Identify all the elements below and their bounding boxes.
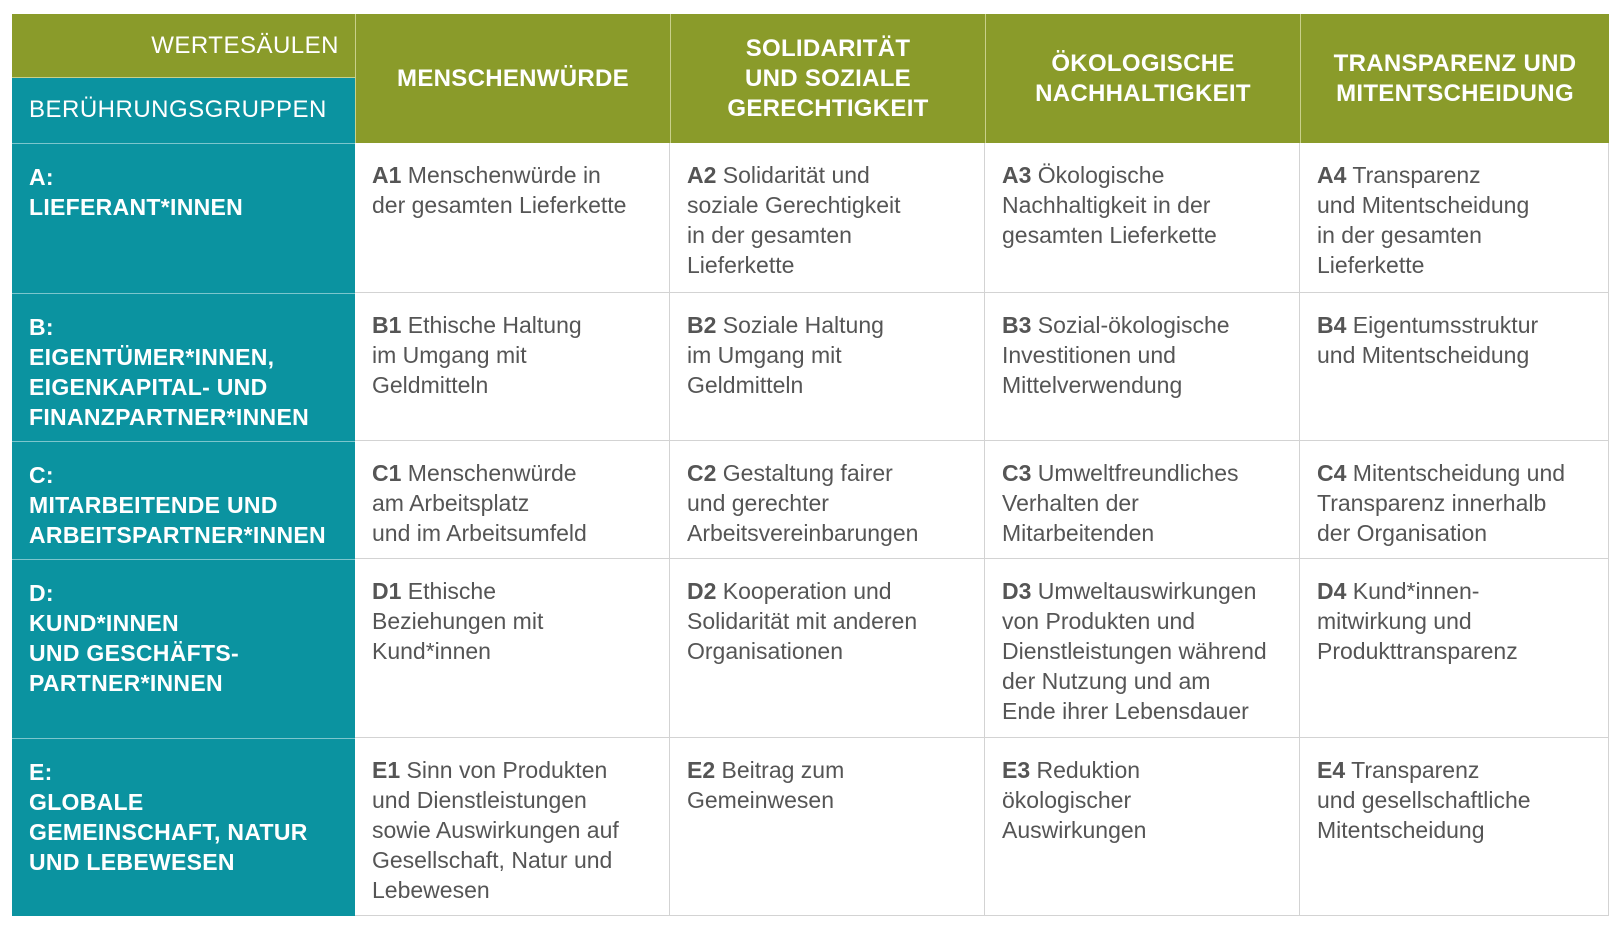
cell-text: Ökologische Nachhaltigkeit in der gesamten Lieferkette [1002,162,1217,248]
column-header-menschenwuerde [355,14,670,143]
matrix-cell-b3 [985,293,1300,441]
cell-code: D3 [1002,578,1032,604]
column-header-label: TRANSPARENZ UND MITENTSCHEIDUNG [1333,49,1577,107]
cell-code: C4 [1317,460,1347,486]
cell-text: Menschenwürde am Arbeitsplatz und im Arbeitsumfeld [372,460,587,546]
matrix-cell-d4 [1300,559,1609,738]
cell-text: Ethische Beziehungen mit Kund*innen [372,578,544,664]
cell-text: Kooperation und Solidarität mit anderen Organisationen [687,578,918,664]
cell-text: Kund*innen- mitwirkung und Produkttransparenz [1317,578,1518,664]
cell-code: A4 [1317,162,1347,188]
cell-text: Menschenwürde in der gesamten Lieferkette [372,162,627,218]
cell-code: E4 [1317,757,1346,783]
cell-code: A2 [687,162,717,188]
matrix-cell-e3 [985,738,1300,916]
column-header-transparenz [1300,14,1609,143]
cell-code: B1 [372,312,402,338]
cell-text: Eigentumsstruktur und Mitentscheidung [1317,312,1539,368]
matrix-cell-e2 [670,738,985,916]
row-header-label: A: LIEFERANT*INNEN [29,164,244,220]
cell-text: Transparenz und Mitentscheidung in der gesamten Lieferkette [1317,162,1530,278]
matrix-cell-d1 [355,559,670,738]
column-header-oekologie [985,14,1300,143]
cell-text: Solidarität und soziale Gerechtigkeit in der gesamten Lieferkette [687,162,901,278]
cell-code: C3 [1002,460,1032,486]
matrix-cell-d3 [985,559,1300,738]
matrix-cell-b4 [1300,293,1609,441]
matrix-cell-c3 [985,441,1300,559]
cell-code: B4 [1317,312,1347,338]
cell-code: B2 [687,312,717,338]
cell-text: Beitrag zum Gemeinwesen [687,757,845,813]
cell-code: E1 [372,757,401,783]
matrix-cell-c4 [1300,441,1609,559]
cell-code: A1 [372,162,402,188]
row-header-label: C: MITARBEITENDE UND ARBEITSPARTNER*INNEN [29,462,326,548]
cell-code: E3 [1002,757,1031,783]
matrix-cell-a3 [985,143,1300,293]
cell-code: A3 [1002,162,1032,188]
row-header-label: E: GLOBALE GEMEINSCHAFT, NATUR UND LEBEWESEN [29,759,308,875]
cell-code: C1 [372,460,402,486]
cell-text: Reduktion ökologischer Auswirkungen [1002,757,1147,843]
cell-text: Umweltauswirkungen von Produkten und Dienstleistungen während der Nutzung und am Ende ihrer Lebensdauer [1002,578,1267,724]
cell-text: Soziale Haltung im Umgang mit Geldmitteln [687,312,884,398]
matrix-cell-a2 [670,143,985,293]
row-header-b [12,293,355,441]
groups-axis-label: BERÜHRUNGSGRUPPEN [12,78,355,143]
matrix-cell-a4 [1300,143,1609,293]
matrix-cell-c2 [670,441,985,559]
cell-code: E2 [687,757,716,783]
cell-text: Mitentscheidung und Transparenz innerhalb der Organisation [1317,460,1566,546]
column-header-solidaritaet [670,14,985,143]
cell-code: C2 [687,460,717,486]
matrix-cell-b2 [670,293,985,441]
cell-text: Ethische Haltung im Umgang mit Geldmitteln [372,312,582,398]
cell-code: D2 [687,578,717,604]
cell-code: B3 [1002,312,1032,338]
matrix-cell-e1 [355,738,670,916]
matrix-cell-a1 [355,143,670,293]
cell-text: Sinn von Produkten und Dienstleistungen sowie Auswirkungen auf Gesellschaft, Natur und Lebewesen [372,757,619,903]
row-header-label: B: EIGENTÜMER*INNEN, EIGENKAPITAL- UND FINANZPARTNER*INNEN [29,314,309,430]
corner-cell [12,14,355,143]
cell-text: Gestaltung fairer und gerechter Arbeitsvereinbarungen [687,460,919,546]
matrix-cell-d2 [670,559,985,738]
cell-code: D4 [1317,578,1347,604]
column-header-label: ÖKOLOGISCHE NACHHALTIGKEIT [1035,49,1251,107]
row-header-a [12,143,355,293]
column-header-label: SOLIDARITÄT UND SOZIALE GERECHTIGKEIT [727,34,929,122]
matrix-cell-c1 [355,441,670,559]
row-header-c [12,441,355,559]
row-header-label: D: KUND*INNEN UND GESCHÄFTS- PARTNER*INNEN [29,580,239,696]
cell-text: Umweltfreundliches Verhalten der Mitarbeitenden [1002,460,1239,546]
cell-text: Transparenz und gesellschaftliche Mitentscheidung [1317,757,1531,843]
column-header-label: MENSCHENWÜRDE [397,64,629,92]
cell-code: D1 [372,578,402,604]
row-header-d [12,559,355,738]
cell-text: Sozial-ökologische Investitionen und Mittelverwendung [1002,312,1230,398]
matrix-cell-e4 [1300,738,1609,916]
row-header-e [12,738,355,916]
matrix-cell-b1 [355,293,670,441]
gemeinwohl-matrix [12,14,1609,916]
values-axis-label: WERTESÄULEN [12,14,355,78]
